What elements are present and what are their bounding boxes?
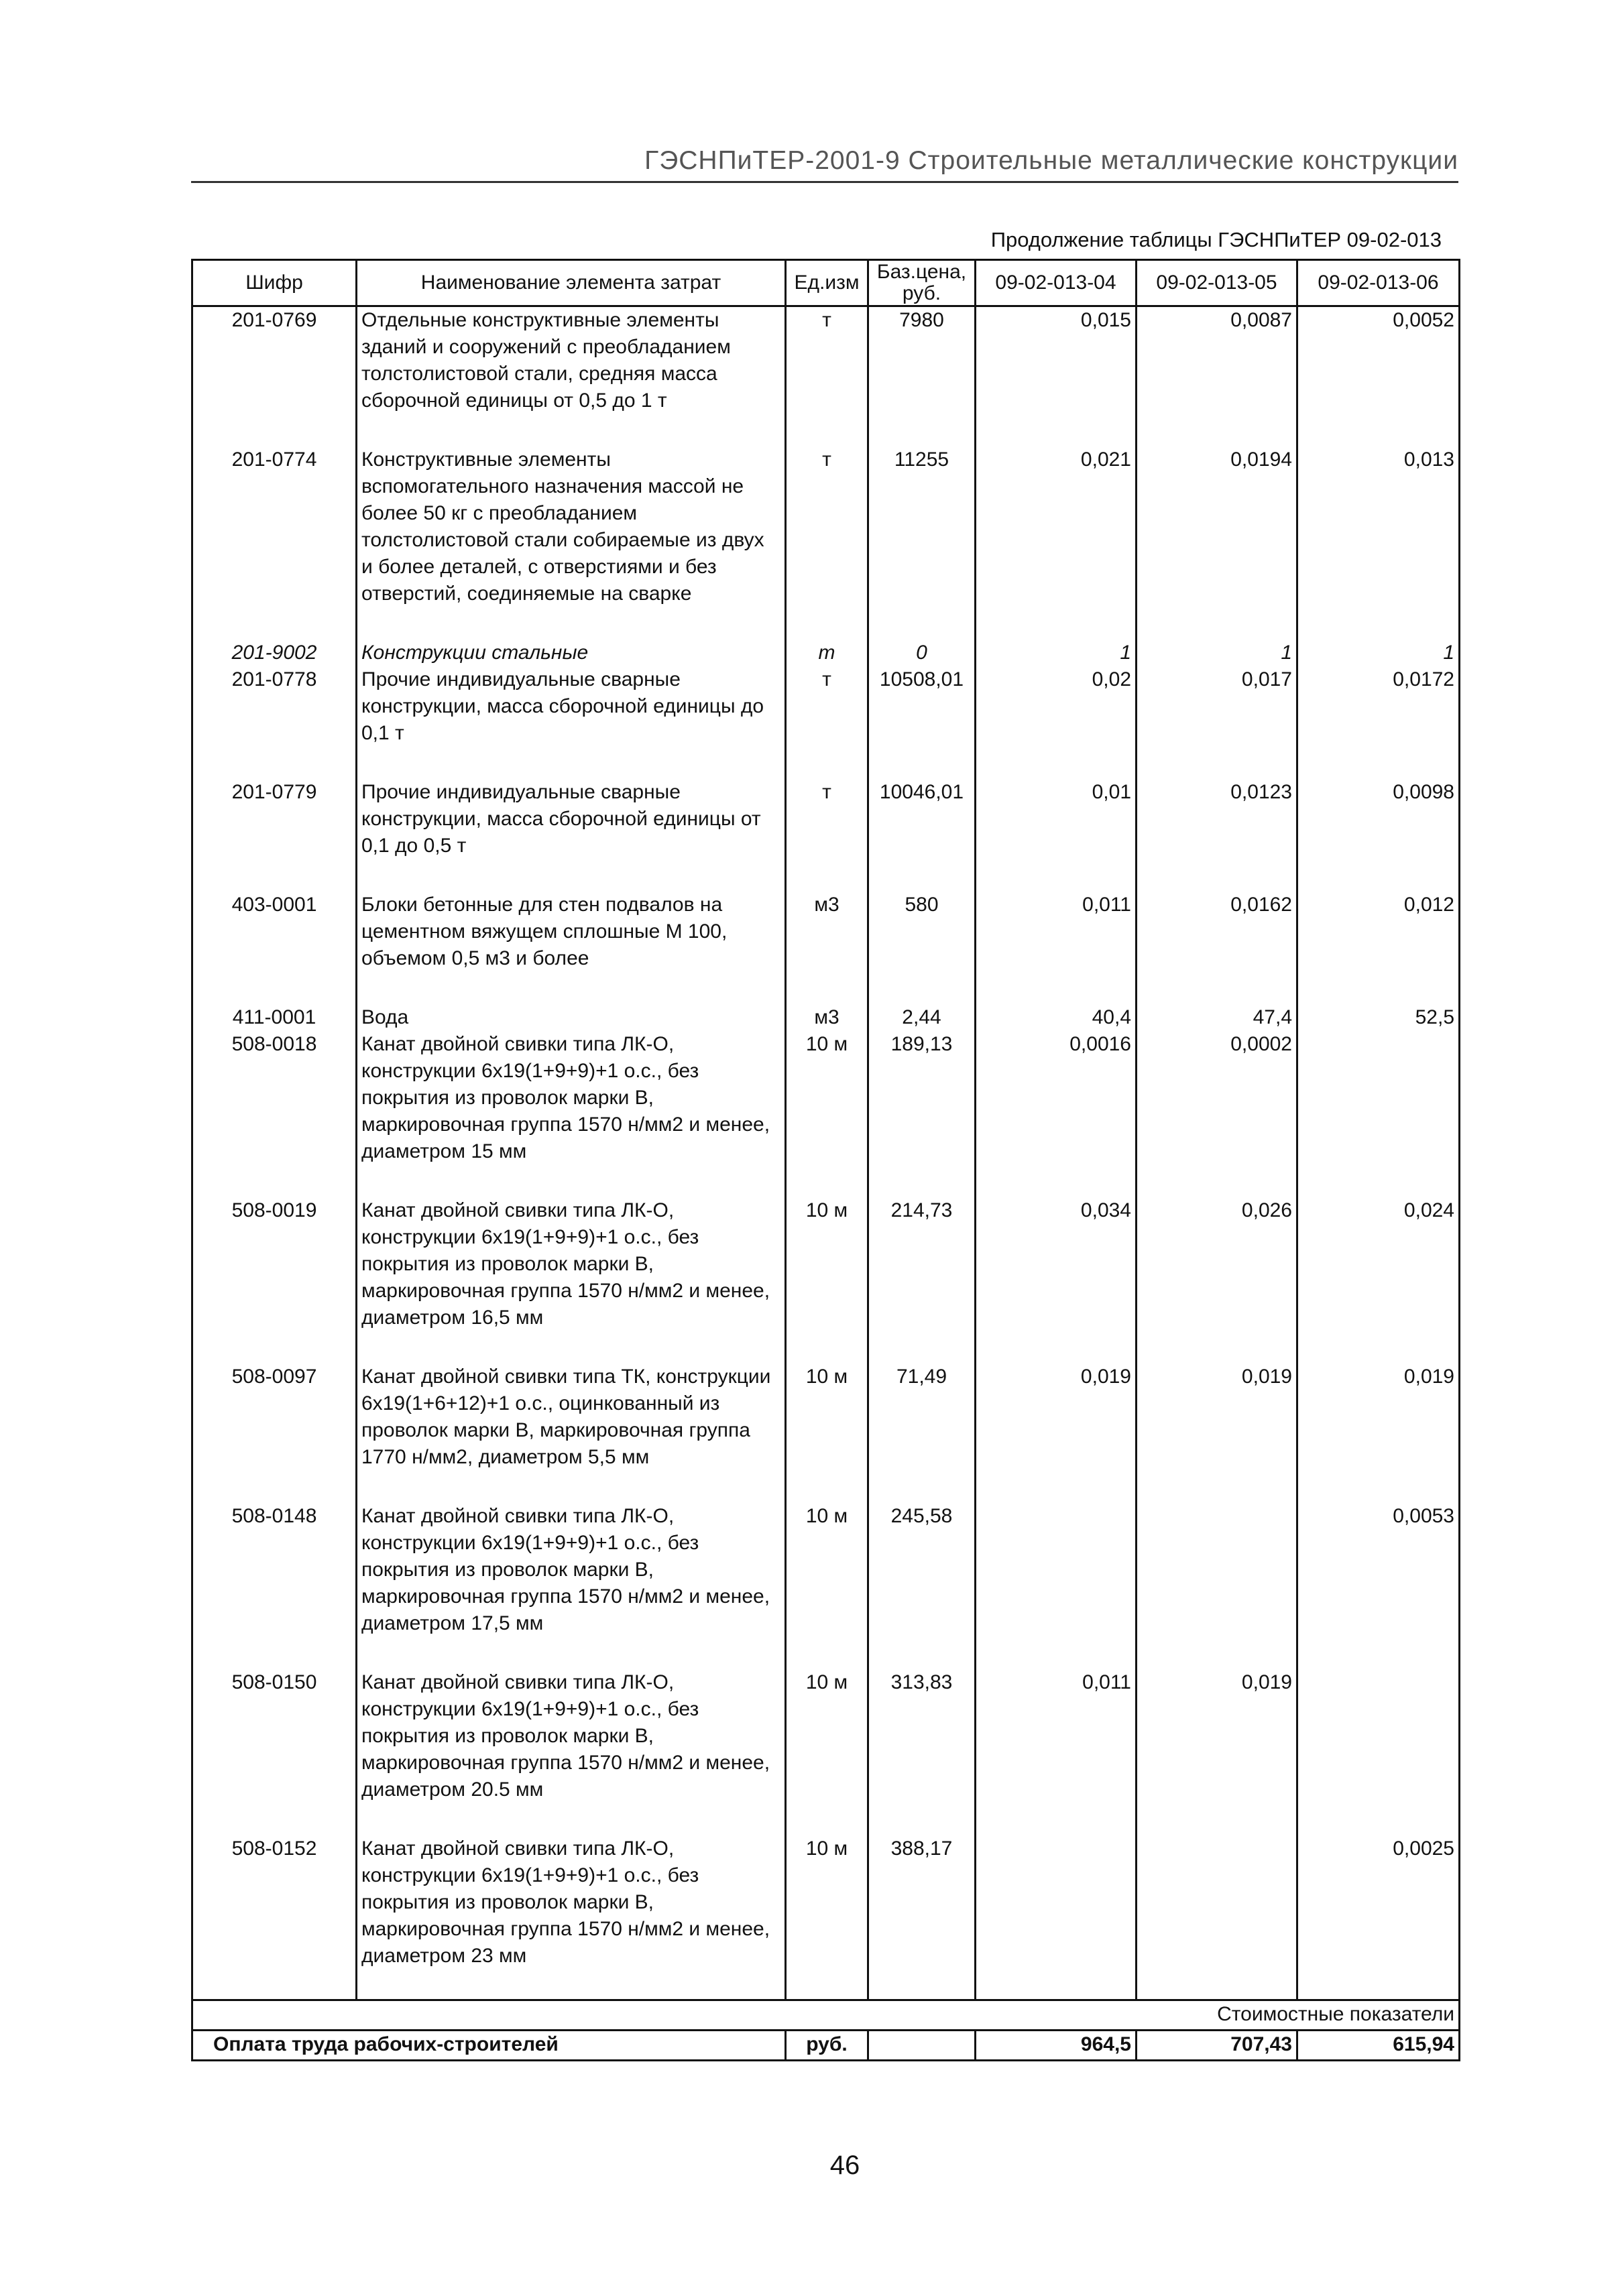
row-rate-05: 0,0123 xyxy=(1137,779,1297,859)
section-label: Стоимостные показатели xyxy=(192,2000,1460,2031)
row-code: 508-0148 xyxy=(192,1503,357,1637)
page-number: 46 xyxy=(829,2151,860,2180)
row-price: 214,73 xyxy=(868,1197,976,1331)
row-rate-05: 0,019 xyxy=(1137,1364,1297,1471)
row-rate-05: 0,0194 xyxy=(1137,446,1297,607)
row-unit: 10 м xyxy=(786,1031,868,1165)
row-rate-05: 0,0002 xyxy=(1137,1031,1297,1165)
row-name: Канат двойной свивки типа ЛК-О, конструкции 6х19(1+9+9)+1 о.с., без покрытия из проволок марки В, маркировочная группа 1570 н/мм2 и менее, диаметром 16,5 мм xyxy=(357,1197,786,1331)
column-header-code: Шифр xyxy=(192,260,357,306)
row-price: 0 xyxy=(868,640,976,666)
row-code: 508-0150 xyxy=(192,1669,357,1803)
row-gap xyxy=(192,1331,1460,1364)
row-unit: т xyxy=(786,640,868,666)
row-code: 201-9002 xyxy=(192,640,357,666)
row-rate-06: 0,0172 xyxy=(1297,666,1460,747)
row-price: 388,17 xyxy=(868,1835,976,1970)
row-price: 11255 xyxy=(868,446,976,607)
table-row xyxy=(192,892,1460,972)
row-name: Блоки бетонные для стен подвалов на цементном вяжущем сплошные М 100, объемом 0,5 м3 и более xyxy=(357,892,786,972)
row-rate-05: 0,0162 xyxy=(1137,892,1297,972)
row-gap xyxy=(192,1803,1460,1835)
row-unit: 10 м xyxy=(786,1669,868,1803)
row-name: Канат двойной свивки типа ЛК-О, конструкции 6х19(1+9+9)+1 о.с., без покрытия из проволок марки В, маркировочная группа 1570 н/мм2 и менее, диаметром 20.5 мм xyxy=(357,1669,786,1803)
table-row xyxy=(192,306,1460,415)
row-rate-05: 0,0087 xyxy=(1137,306,1297,415)
column-header-rate-06: 09-02-013-06 xyxy=(1297,260,1460,306)
resource-table xyxy=(191,259,1460,2061)
column-header-rate-05: 09-02-013-05 xyxy=(1137,260,1297,306)
row-code: 201-0774 xyxy=(192,446,357,607)
row-price: 189,13 xyxy=(868,1031,976,1165)
row-name: Канат двойной свивки типа ТК, конструкции 6х19(1+6+12)+1 о.с., оцинкованный из проволок марки В, маркировочная группа 1770 н/мм2, диаметром 5,5 мм xyxy=(357,1364,786,1471)
row-name: Конструкции стальные xyxy=(357,640,786,666)
row-rate-06: 1 xyxy=(1297,640,1460,666)
row-price: 580 xyxy=(868,892,976,972)
row-rate-06: 0,019 xyxy=(1297,1364,1460,1471)
row-price: 7980 xyxy=(868,306,976,415)
row-gap xyxy=(192,972,1460,1004)
row-rate-06: 0,012 xyxy=(1297,892,1460,972)
row-rate-04: 1 xyxy=(976,640,1137,666)
total-rate-04: 964,5 xyxy=(976,2031,1137,2061)
table-continuation-note: Продолжение таблицы ГЭСНПиТЕР 09-02-013 xyxy=(990,228,1442,251)
row-unit: 10 м xyxy=(786,1503,868,1637)
header-rule xyxy=(191,181,1458,183)
table-row xyxy=(192,446,1460,607)
row-unit: 10 м xyxy=(786,1835,868,1970)
row-code: 508-0018 xyxy=(192,1031,357,1165)
row-unit: т xyxy=(786,306,868,415)
row-rate-06: 0,0052 xyxy=(1297,306,1460,415)
row-name: Канат двойной свивки типа ЛК-О, конструкции 6х19(1+9+9)+1 о.с., без покрытия из проволок марки В, маркировочная группа 1570 н/мм2 и менее, диаметром 23 мм xyxy=(357,1835,786,1970)
column-header-price: Баз.цена, руб. xyxy=(868,260,976,306)
row-rate-04: 0,034 xyxy=(976,1197,1137,1331)
row-rate-05 xyxy=(1137,1835,1297,1970)
row-rate-06: 0,013 xyxy=(1297,446,1460,607)
row-name: Канат двойной свивки типа ЛК-О, конструкции 6х19(1+9+9)+1 о.с., без покрытия из проволок марки В, маркировочная группа 1570 н/мм2 и менее, диаметром 15 мм xyxy=(357,1031,786,1165)
table-row xyxy=(192,779,1460,859)
row-rate-04 xyxy=(976,1503,1137,1637)
row-unit: т xyxy=(786,779,868,859)
table-row xyxy=(192,1669,1460,1803)
row-code: 508-0152 xyxy=(192,1835,357,1970)
row-rate-05: 0,017 xyxy=(1137,666,1297,747)
row-price: 2,44 xyxy=(868,1004,976,1031)
row-rate-05: 0,019 xyxy=(1137,1669,1297,1803)
row-gap xyxy=(192,1165,1460,1197)
row-price: 71,49 xyxy=(868,1364,976,1471)
row-rate-04: 0,011 xyxy=(976,892,1137,972)
row-rate-04: 0,011 xyxy=(976,1669,1137,1803)
total-price xyxy=(868,2031,976,2061)
row-rate-04: 0,019 xyxy=(976,1364,1137,1471)
row-rate-04: 0,01 xyxy=(976,779,1137,859)
row-unit: м3 xyxy=(786,1004,868,1031)
table-row xyxy=(192,1364,1460,1471)
row-rate-06: 0,0053 xyxy=(1297,1503,1460,1637)
row-price: 313,83 xyxy=(868,1669,976,1803)
table-row xyxy=(192,1004,1460,1031)
row-rate-04: 0,0016 xyxy=(976,1031,1137,1165)
column-header-rate-04: 09-02-013-04 xyxy=(976,260,1137,306)
row-rate-04: 0,015 xyxy=(976,306,1137,415)
row-code: 201-0779 xyxy=(192,779,357,859)
row-rate-04: 0,02 xyxy=(976,666,1137,747)
row-rate-05: 0,026 xyxy=(1137,1197,1297,1331)
row-name: Прочие индивидуальные сварные конструкции, масса сборочной единицы от 0,1 до 0,5 т xyxy=(357,779,786,859)
row-price: 10046,01 xyxy=(868,779,976,859)
row-unit: т xyxy=(786,446,868,607)
row-gap xyxy=(192,747,1460,779)
row-rate-06: 0,024 xyxy=(1297,1197,1460,1331)
table-row xyxy=(192,1835,1460,1970)
total-rate-06: 615,94 xyxy=(1297,2031,1460,2061)
row-gap xyxy=(192,859,1460,892)
row-code: 201-0769 xyxy=(192,306,357,415)
row-unit: 10 м xyxy=(786,1197,868,1331)
row-name: Отдельные конструктивные элементы зданий и сооружений с преобладанием толстолистовой стали, средняя масса сборочной единицы от 0,5 до 1 т xyxy=(357,306,786,415)
row-price: 10508,01 xyxy=(868,666,976,747)
row-unit: т xyxy=(786,666,868,747)
row-name: Прочие индивидуальные сварные конструкции, масса сборочной единицы до 0,1 т xyxy=(357,666,786,747)
row-rate-05 xyxy=(1137,1503,1297,1637)
total-row xyxy=(192,2031,1460,2061)
table-row xyxy=(192,1031,1460,1165)
row-rate-04: 0,021 xyxy=(976,446,1137,607)
table-row xyxy=(192,1197,1460,1331)
row-code: 508-0097 xyxy=(192,1364,357,1471)
row-code: 508-0019 xyxy=(192,1197,357,1331)
column-header-name: Наименование элемента затрат xyxy=(357,260,786,306)
row-rate-05: 1 xyxy=(1137,640,1297,666)
table-row xyxy=(192,640,1460,666)
row-rate-04: 40,4 xyxy=(976,1004,1137,1031)
row-rate-06 xyxy=(1297,1669,1460,1803)
row-rate-06: 0,0098 xyxy=(1297,779,1460,859)
total-unit: руб. xyxy=(786,2031,868,2061)
row-rate-06: 52,5 xyxy=(1297,1004,1460,1031)
row-unit: 10 м xyxy=(786,1364,868,1471)
row-rate-04 xyxy=(976,1835,1137,1970)
row-code: 201-0778 xyxy=(192,666,357,747)
row-code: 403-0001 xyxy=(192,892,357,972)
document-header: ГЭСНПиТЕР-2001-9 Строительные металлические конструкции xyxy=(644,146,1458,175)
total-label: Оплата труда рабочих-строителей xyxy=(192,2031,786,2061)
row-gap xyxy=(192,1637,1460,1669)
row-rate-06: 0,0025 xyxy=(1297,1835,1460,1970)
column-header-unit: Ед.изм xyxy=(786,260,868,306)
row-gap xyxy=(192,414,1460,446)
row-code: 411-0001 xyxy=(192,1004,357,1031)
row-name: Канат двойной свивки типа ЛК-О, конструкции 6х19(1+9+9)+1 о.с., без покрытия из проволок марки В, маркировочная группа 1570 н/мм2 и менее, диаметром 17,5 мм xyxy=(357,1503,786,1637)
row-unit: м3 xyxy=(786,892,868,972)
row-gap xyxy=(192,607,1460,640)
row-name: Конструктивные элементы вспомогательного назначения массой не более 50 кг с преобладанием толстолистовой стали собираемые из двух и более деталей, с отверстиями и без отверстий, соединяемые на сварке xyxy=(357,446,786,607)
row-rate-06 xyxy=(1297,1031,1460,1165)
row-name: Вода xyxy=(357,1004,786,1031)
row-gap xyxy=(192,1970,1460,2000)
total-rate-05: 707,43 xyxy=(1137,2031,1297,2061)
section-row xyxy=(192,2000,1460,2031)
table-row xyxy=(192,666,1460,747)
row-price: 245,58 xyxy=(868,1503,976,1637)
table-row xyxy=(192,1503,1460,1637)
row-gap xyxy=(192,1471,1460,1503)
row-rate-05: 47,4 xyxy=(1137,1004,1297,1031)
